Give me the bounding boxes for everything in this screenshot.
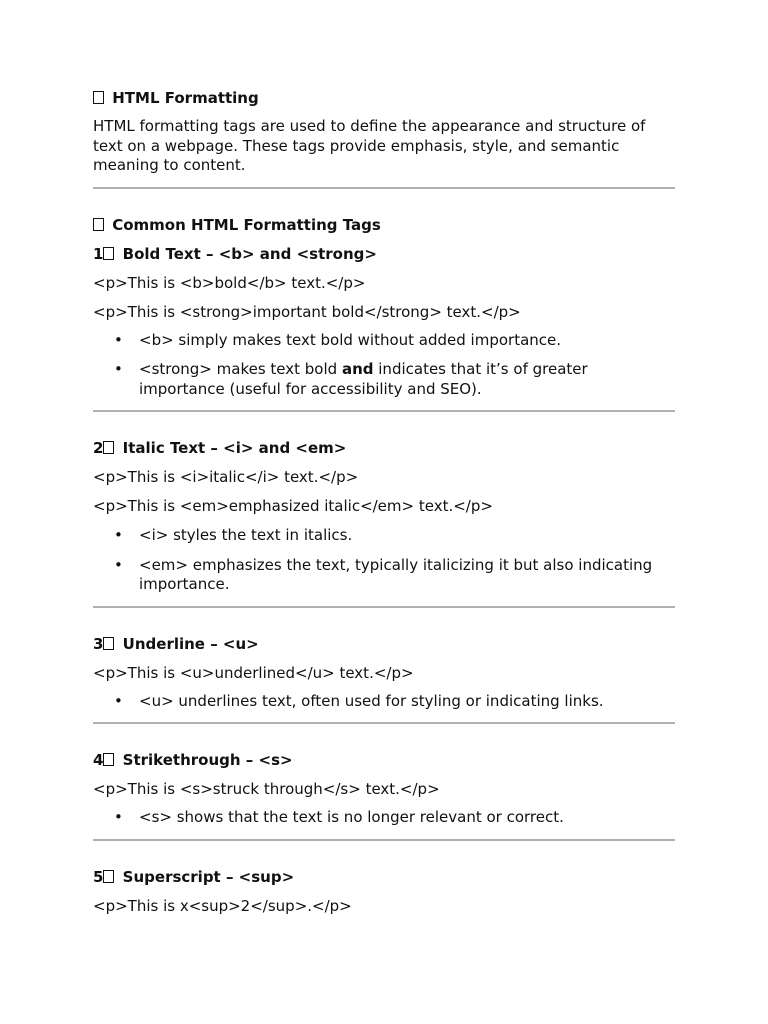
code-example: <p>This is x<sup>2</sup>.</p> xyxy=(93,896,352,915)
divider xyxy=(93,722,675,724)
list-item: • <s> shows that the text is no longer relevant or correct. xyxy=(93,808,675,828)
list-item: • <u> underlines text, often used for styling or indicating links. xyxy=(93,692,675,712)
bullet-list xyxy=(93,331,675,400)
subsection-title-superscript xyxy=(93,867,675,887)
page-title-text: HTML Formatting xyxy=(112,89,259,107)
subsection-title-text: Underline – <u> xyxy=(122,634,259,653)
document-page xyxy=(93,86,675,916)
missing-glyph-icon xyxy=(103,441,114,454)
subsection-title-text: Strikethrough – <s> xyxy=(122,751,293,769)
list-item: • <b> simply makes text bold without added importance. xyxy=(93,331,675,351)
divider xyxy=(93,606,675,608)
missing-glyph-icon xyxy=(103,247,114,260)
code-example: <p>This is <strong>important bold</strong> text.</p> xyxy=(93,302,521,321)
section-heading-text: Common HTML Formatting Tags xyxy=(112,215,381,234)
code-example: <p>This is <em>emphasized italic</em> text.</p> xyxy=(93,497,493,515)
subsection-number: 4 xyxy=(93,751,104,769)
subsection-number: 1 xyxy=(93,244,104,263)
code-example: <p>This is <i>italic</i> text.</p> xyxy=(93,468,359,486)
subsection-number: 5 xyxy=(93,867,104,886)
list-item-text: <strong> makes text bold xyxy=(139,360,342,378)
list-item-text: indicates that it’s of greater importance (useful for accessibility and SEO). xyxy=(139,360,588,398)
list-item xyxy=(93,360,675,399)
code-example: <p>This is <u>underlined</u> text.</p> xyxy=(93,663,414,682)
code-example: <p>This is <s>struck through</s> text.</p> xyxy=(93,780,440,798)
subsection-title-text: Superscript – <sup> xyxy=(122,867,295,886)
code-example: <p>This is <b>bold</b> text.</p> xyxy=(93,273,366,292)
subsection-title-text: Bold Text – <b> and <strong> xyxy=(122,244,377,263)
subsection-title-text: Italic Text – <i> and <em> xyxy=(122,439,347,457)
missing-glyph-icon xyxy=(103,753,114,766)
bullet-list xyxy=(93,526,675,595)
subsection-number: 3 xyxy=(93,634,104,653)
subsection-title-bold xyxy=(93,244,675,264)
missing-glyph-icon xyxy=(93,218,104,231)
divider xyxy=(93,187,675,189)
page-title xyxy=(93,88,675,108)
list-item: • <i> styles the text in italics. xyxy=(93,526,675,546)
intro-paragraph: HTML formatting tags are used to define the appearance and structure of text on a webpage. These tags provide emphasis, style, and semantic meaning to content. xyxy=(93,117,646,174)
subsection-title-underline xyxy=(93,634,675,654)
bullet-list xyxy=(93,808,675,828)
missing-glyph-icon xyxy=(103,870,114,883)
list-item: • <em> emphasizes the text, typically italicizing it but also indicating importance. xyxy=(93,556,675,595)
subsection-title-italic xyxy=(93,438,675,458)
missing-glyph-icon xyxy=(103,637,114,650)
divider xyxy=(93,839,675,841)
subsection-number: 2 xyxy=(93,439,104,457)
subsection-title-strikethrough xyxy=(93,750,675,770)
section-heading xyxy=(93,215,675,235)
list-item-bold: and xyxy=(341,360,374,378)
bullet-list xyxy=(93,692,675,712)
divider xyxy=(93,410,675,412)
missing-glyph-icon xyxy=(93,91,104,104)
